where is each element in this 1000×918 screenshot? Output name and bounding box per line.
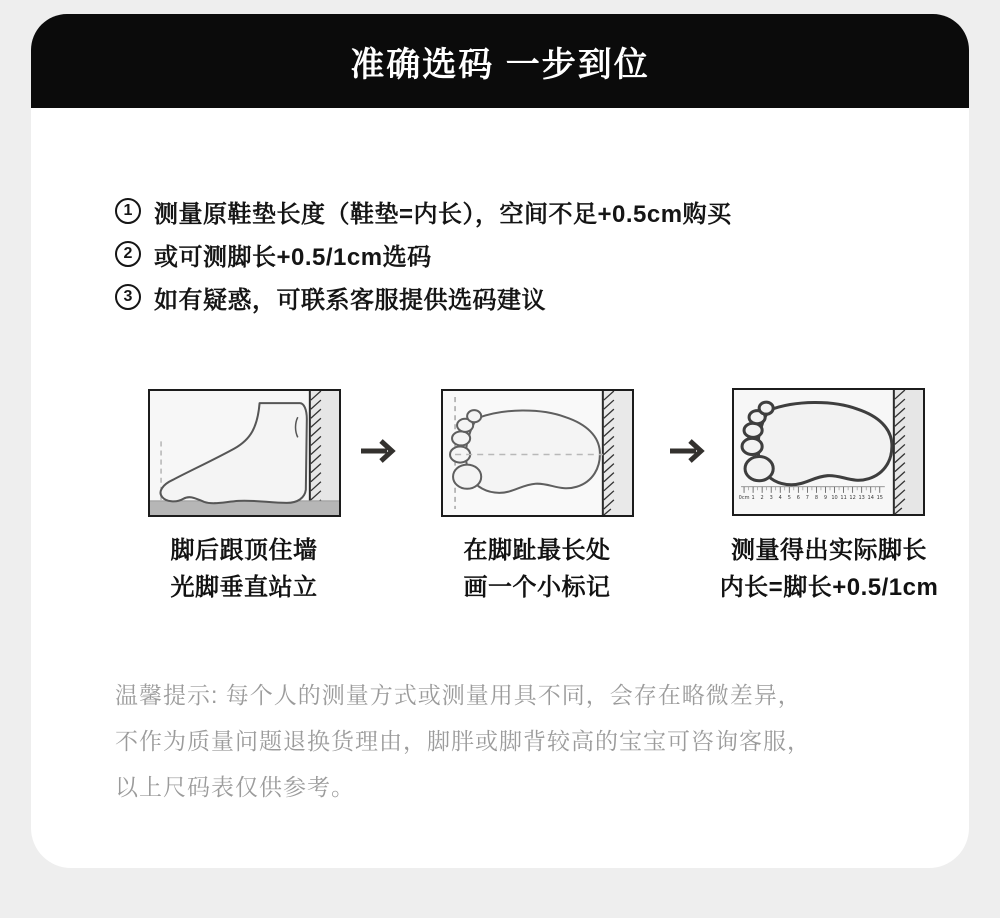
floor-bar bbox=[150, 501, 339, 515]
svg-text:4: 4 bbox=[778, 494, 782, 501]
caption-line: 光脚垂直站立 bbox=[170, 574, 318, 601]
big-toe bbox=[453, 465, 481, 489]
caption-line: 脚后跟顶住墙 bbox=[170, 537, 318, 564]
caption-line: 画一个小标记 bbox=[463, 574, 611, 601]
svg-text:3: 3 bbox=[769, 494, 773, 501]
svg-text:13: 13 bbox=[858, 494, 865, 501]
toe bbox=[759, 402, 773, 414]
step2-figure-foot-top-view bbox=[441, 389, 634, 517]
svg-text:9: 9 bbox=[823, 494, 828, 501]
big-toe bbox=[745, 457, 773, 481]
instruction-number-icon: 3 bbox=[115, 284, 141, 310]
toe bbox=[467, 410, 481, 422]
foot-top-outline bbox=[758, 402, 892, 484]
instruction-text: 测量原鞋垫长度（鞋垫=内长），空间不足+0.5cm购买 bbox=[154, 200, 732, 228]
foot-top-outline bbox=[466, 411, 600, 493]
step1-figure-foot-side-view bbox=[148, 389, 341, 517]
arrow-right-icon bbox=[359, 438, 399, 464]
instruction-text: 或可测脚长+0.5/1cm选码 bbox=[154, 243, 432, 271]
svg-text:7: 7 bbox=[805, 494, 809, 501]
foot-top-view-illustration bbox=[443, 391, 632, 515]
svg-text:10: 10 bbox=[831, 494, 838, 501]
banner-title: 准确选码 一步到位 bbox=[350, 45, 650, 84]
step3-caption bbox=[698, 532, 960, 606]
svg-text:11: 11 bbox=[840, 494, 847, 501]
svg-text:1: 1 bbox=[751, 494, 755, 501]
caption-line: 在脚趾最长处 bbox=[463, 537, 611, 564]
svg-text:5: 5 bbox=[787, 494, 791, 501]
step3-figure-foot-with-ruler bbox=[732, 388, 925, 516]
instructions-list bbox=[115, 196, 732, 312]
banner bbox=[31, 14, 969, 108]
toe bbox=[742, 438, 762, 454]
svg-text:12: 12 bbox=[849, 494, 856, 501]
svg-text:6: 6 bbox=[796, 494, 800, 501]
step1-caption bbox=[138, 532, 350, 606]
caption-line: 内长=脚长+0.5/1cm bbox=[719, 574, 939, 601]
tip-line: 温馨提示: 每个人的测量方式或测量用具不同，会存在略微差异， bbox=[115, 682, 802, 708]
caption-line: 测量得出实际脚长 bbox=[731, 537, 927, 564]
foot-ruler-illustration bbox=[734, 390, 923, 514]
svg-text:0cm: 0cm bbox=[738, 494, 750, 501]
instruction-item-3 bbox=[115, 282, 732, 312]
warm-tip bbox=[115, 672, 915, 810]
instruction-item-2 bbox=[115, 239, 732, 269]
svg-text:15: 15 bbox=[876, 494, 883, 501]
svg-text:8: 8 bbox=[814, 494, 819, 501]
toe bbox=[452, 431, 470, 445]
svg-text:2: 2 bbox=[760, 494, 764, 501]
instruction-text: 如有疑惑，可联系客服提供选码建议 bbox=[154, 286, 546, 314]
instruction-number-icon: 2 bbox=[115, 241, 141, 267]
toe bbox=[744, 423, 762, 437]
foot-shape bbox=[742, 402, 892, 485]
instruction-item-1 bbox=[115, 196, 732, 226]
svg-text:14: 14 bbox=[867, 494, 874, 501]
tip-line: 以上尺码表仅供参考。 bbox=[115, 774, 355, 800]
arrow-right-icon bbox=[668, 438, 708, 464]
instruction-number-icon: 1 bbox=[115, 198, 141, 224]
foot-side-view-illustration bbox=[150, 391, 339, 515]
size-guide-card bbox=[31, 14, 969, 868]
step2-caption bbox=[431, 532, 643, 606]
tip-line: 不作为质量问题退换货理由，脚胖或脚背较高的宝宝可咨询客服， bbox=[115, 728, 811, 754]
